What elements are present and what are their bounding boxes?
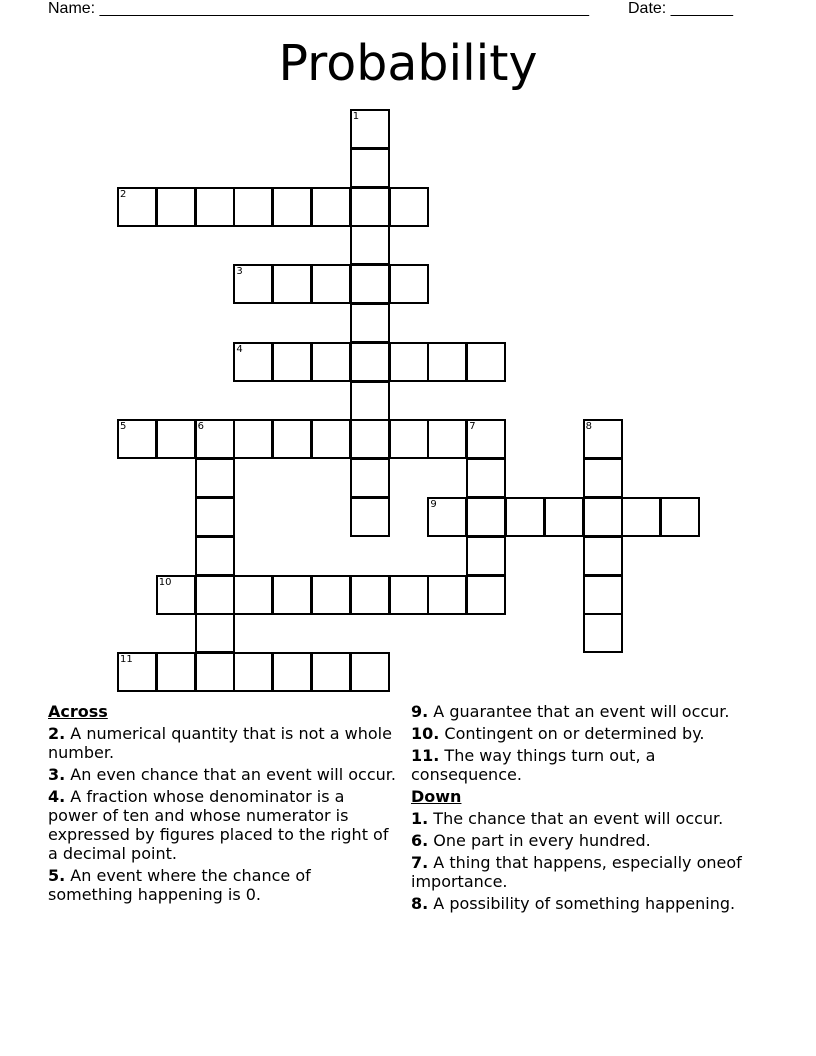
- crossword-cell[interactable]: [233, 264, 273, 304]
- cell-number: 9: [430, 499, 437, 510]
- crossword-cell[interactable]: [233, 652, 273, 692]
- crossword-cell[interactable]: [195, 575, 235, 615]
- clue-number: 3.: [48, 765, 66, 784]
- across-heading: Across: [48, 702, 108, 721]
- clues-column-left: [48, 702, 398, 907]
- crossword-cell[interactable]: [156, 187, 196, 227]
- clue-number: 6.: [411, 831, 429, 850]
- crossword-cell[interactable]: [272, 264, 312, 304]
- crossword-cell[interactable]: [466, 536, 506, 576]
- clues-column-right: [411, 702, 761, 916]
- crossword-cell[interactable]: [311, 419, 351, 459]
- clue-text: An event where the chance of something happening is 0.: [48, 866, 311, 904]
- clue-text: A guarantee that an event will occur.: [428, 702, 730, 721]
- down-heading: Down: [411, 787, 462, 806]
- crossword-cell[interactable]: [272, 419, 312, 459]
- crossword-cell[interactable]: [583, 497, 623, 537]
- clue-across-9: [411, 702, 761, 721]
- clue-number: 2.: [48, 724, 66, 743]
- crossword-cell[interactable]: [350, 342, 390, 382]
- clue-text: An even chance that an event will occur.: [65, 765, 396, 784]
- crossword-cell[interactable]: [583, 536, 623, 576]
- crossword-cell[interactable]: [272, 342, 312, 382]
- crossword-cell[interactable]: [156, 575, 196, 615]
- crossword-cell[interactable]: [389, 419, 429, 459]
- crossword-cell[interactable]: [350, 303, 390, 343]
- crossword-cell[interactable]: [272, 575, 312, 615]
- crossword-cell[interactable]: [660, 497, 700, 537]
- crossword-cell[interactable]: [466, 497, 506, 537]
- crossword-cell[interactable]: [350, 109, 390, 149]
- clue-text: The way things turn out, a consequence.: [411, 746, 656, 784]
- crossword-cell[interactable]: [350, 497, 390, 537]
- crossword-cell[interactable]: [195, 497, 235, 537]
- date-field[interactable]: Date: _______: [628, 0, 733, 17]
- crossword-cell[interactable]: [621, 497, 661, 537]
- crossword-cell[interactable]: [427, 497, 467, 537]
- cell-number: 7: [469, 421, 476, 433]
- clue-text: A fraction whose denominator is a power of ten and whose numerator is expressed by figures placed to the right of a decimal point.: [48, 787, 389, 863]
- crossword-cell[interactable]: [466, 575, 506, 615]
- crossword-cell[interactable]: [195, 652, 235, 692]
- cell-number: 6: [197, 421, 204, 433]
- crossword-cell[interactable]: [311, 575, 351, 615]
- crossword-cell[interactable]: [389, 575, 429, 615]
- clue-number: 11.: [411, 746, 440, 765]
- cell-number: 5: [120, 421, 127, 433]
- clue-text: The chance that an event will occur.: [428, 809, 724, 828]
- cell-number: 8: [585, 421, 592, 433]
- crossword-cell[interactable]: [466, 419, 506, 459]
- crossword-cell[interactable]: [195, 458, 235, 498]
- clue-across-2: [48, 724, 398, 762]
- cell-number: 10: [158, 576, 172, 588]
- crossword-cell[interactable]: [389, 187, 429, 227]
- clue-down-7: [411, 853, 761, 891]
- crossword-cell[interactable]: [427, 342, 467, 382]
- clue-down-8: [411, 894, 761, 913]
- clue-across-11: [411, 746, 761, 784]
- crossword-cell[interactable]: [466, 458, 506, 498]
- crossword-cell[interactable]: [583, 419, 623, 459]
- crossword-cell[interactable]: [389, 264, 429, 304]
- clue-number: 8.: [411, 894, 429, 913]
- crossword-cell[interactable]: [350, 225, 390, 265]
- clue-text: Contingent on or determined by.: [439, 724, 705, 743]
- clue-down-1: [411, 809, 761, 828]
- clue-text: A thing that happens, especially oneof importance.: [411, 853, 742, 891]
- crossword-cell[interactable]: [233, 575, 273, 615]
- clue-across-3: [48, 765, 398, 784]
- crossword-cell[interactable]: [583, 613, 623, 653]
- crossword-cell[interactable]: [350, 652, 390, 692]
- crossword-cell[interactable]: [311, 652, 351, 692]
- crossword-cell[interactable]: [233, 342, 273, 382]
- crossword-cell[interactable]: [350, 458, 390, 498]
- clue-number: 9.: [411, 702, 429, 721]
- crossword-cell[interactable]: [311, 264, 351, 304]
- crossword-cell[interactable]: [195, 419, 235, 459]
- crossword-cell[interactable]: [117, 187, 157, 227]
- clue-across-10: [411, 724, 761, 743]
- crossword-cell[interactable]: [427, 575, 467, 615]
- crossword-cell[interactable]: [117, 652, 157, 692]
- clue-across-4: [48, 787, 398, 863]
- name-field[interactable]: Name: _______________________________________________________: [48, 0, 589, 17]
- cell-number: 2: [120, 188, 127, 200]
- crossword-cell[interactable]: [156, 419, 196, 459]
- clue-number: 5.: [48, 866, 66, 885]
- cell-number: 11: [120, 654, 133, 666]
- clue-number: 10.: [411, 724, 440, 743]
- crossword-cell[interactable]: [350, 575, 390, 615]
- crossword-cell[interactable]: [195, 613, 235, 653]
- clue-text: One part in every hundred.: [428, 831, 651, 850]
- crossword-cell[interactable]: [272, 652, 312, 692]
- crossword-cell[interactable]: [505, 497, 545, 537]
- clue-across-5: [48, 866, 398, 904]
- crossword-cell[interactable]: [233, 419, 273, 459]
- crossword-cell[interactable]: [544, 497, 584, 537]
- crossword-cell[interactable]: [583, 458, 623, 498]
- crossword-cell[interactable]: [311, 187, 351, 227]
- clue-down-6: [411, 831, 761, 850]
- clue-number: 7.: [411, 853, 429, 872]
- clue-text: A possibility of something happening.: [428, 894, 736, 913]
- clue-number: 4.: [48, 787, 66, 806]
- cell-number: 1: [352, 111, 360, 122]
- cell-number: 3: [236, 266, 243, 278]
- crossword-cell[interactable]: [117, 419, 157, 459]
- crossword-cell[interactable]: [195, 536, 235, 576]
- clue-text: A numerical quantity that is not a whole number.: [48, 724, 392, 762]
- page-title: Probability: [278, 35, 538, 92]
- crossword-cell[interactable]: [583, 575, 623, 615]
- crossword-cell[interactable]: [350, 381, 390, 421]
- crossword-cell[interactable]: [350, 264, 390, 304]
- crossword-cell[interactable]: [350, 148, 390, 188]
- crossword-cell[interactable]: [272, 187, 312, 227]
- crossword-cell[interactable]: [311, 342, 351, 382]
- crossword-cell[interactable]: [195, 187, 235, 227]
- cell-number: 4: [236, 343, 243, 355]
- crossword-cell[interactable]: [233, 187, 273, 227]
- clue-number: 1.: [411, 809, 429, 828]
- crossword-cell[interactable]: [466, 342, 506, 382]
- crossword-cell[interactable]: [389, 342, 429, 382]
- crossword-cell[interactable]: [350, 187, 390, 227]
- crossword-cell[interactable]: [427, 419, 467, 459]
- crossword-cell[interactable]: [350, 419, 390, 459]
- crossword-cell[interactable]: [156, 652, 196, 692]
